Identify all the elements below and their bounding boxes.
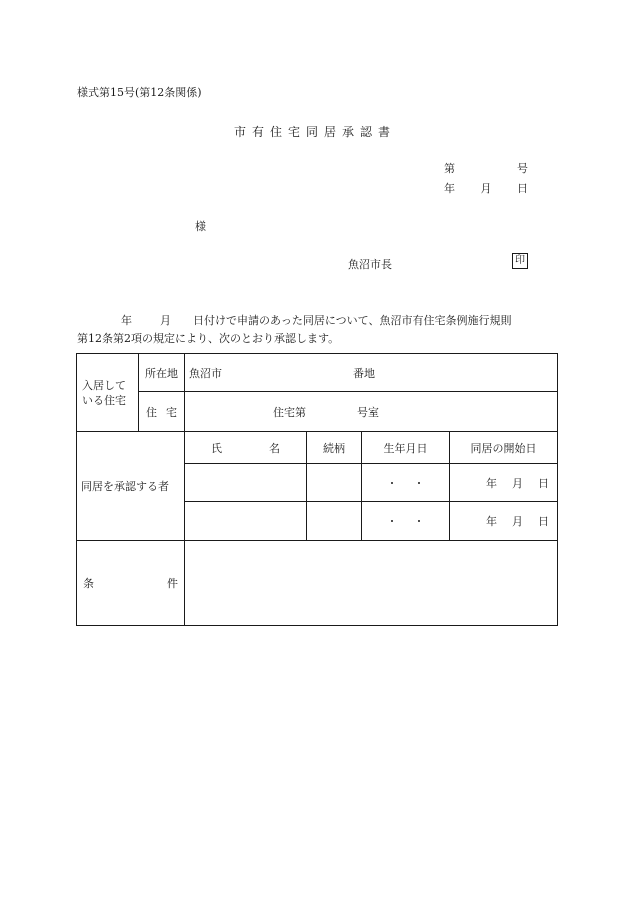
body-text-line-2: 第12条第2項の規定により、次のとおり承認します。	[77, 332, 340, 345]
body-text-1: 日付けで申請のあった同居について、魚沼市有住宅条例施行規則	[193, 314, 512, 327]
residence-label-1: 住	[146, 405, 157, 419]
body-text-line-1	[77, 312, 557, 328]
start-date-cell: 年 月 日	[450, 502, 558, 541]
approved-label-cell	[77, 432, 185, 541]
conditions-label-2: 件	[167, 577, 178, 590]
conditions-label-cell	[77, 541, 185, 626]
birth-date-header: 生年月日	[362, 432, 450, 464]
location-value: 魚沼市	[189, 366, 222, 380]
issue-day: 日	[517, 182, 528, 195]
relation-cell	[307, 502, 362, 541]
name-cell	[185, 464, 307, 502]
name-header: 氏 名	[185, 432, 307, 464]
body-year: 年	[121, 314, 132, 327]
birth-date-cell: ・ ・	[362, 464, 450, 502]
addressee: 様	[195, 220, 206, 233]
relation-header: 続柄	[307, 432, 362, 464]
housing-header-cell	[77, 354, 139, 432]
issue-year: 年	[444, 182, 455, 195]
doc-number-prefix: 第	[444, 162, 455, 175]
doc-number-suffix: 号	[517, 162, 528, 175]
start-date-header: 同居の開始日	[450, 432, 558, 464]
residence-number: 住宅第	[273, 406, 306, 419]
seal-mark: 印	[512, 253, 528, 269]
housing-header: 入居している住宅	[82, 378, 126, 407]
residence-label-cell	[139, 392, 185, 432]
conditions-cell	[185, 541, 558, 626]
body-month: 月	[160, 314, 171, 327]
name-cell	[185, 502, 307, 541]
residence-label-2: 宅	[166, 405, 177, 419]
document-number	[444, 160, 528, 176]
conditions-label-1: 条	[83, 577, 94, 590]
document-title: 市有住宅同居承認書	[233, 125, 396, 139]
birth-date-cell: ・ ・	[362, 502, 450, 541]
issue-month: 月	[480, 182, 492, 195]
approval-table	[76, 353, 558, 626]
relation-cell	[307, 464, 362, 502]
residence-cell	[185, 392, 558, 432]
location-cell	[185, 354, 558, 392]
issuer: 魚沼市長	[348, 258, 392, 271]
approved-label: 同居を承認する者	[81, 480, 169, 493]
start-date-cell: 年 月 日	[450, 464, 558, 502]
location-label: 所在地	[139, 354, 185, 392]
form-number: 様式第15号(第12条関係)	[77, 86, 202, 99]
lot-label: 番地	[353, 367, 375, 380]
issue-date	[444, 180, 528, 196]
room-label: 号室	[357, 406, 379, 419]
